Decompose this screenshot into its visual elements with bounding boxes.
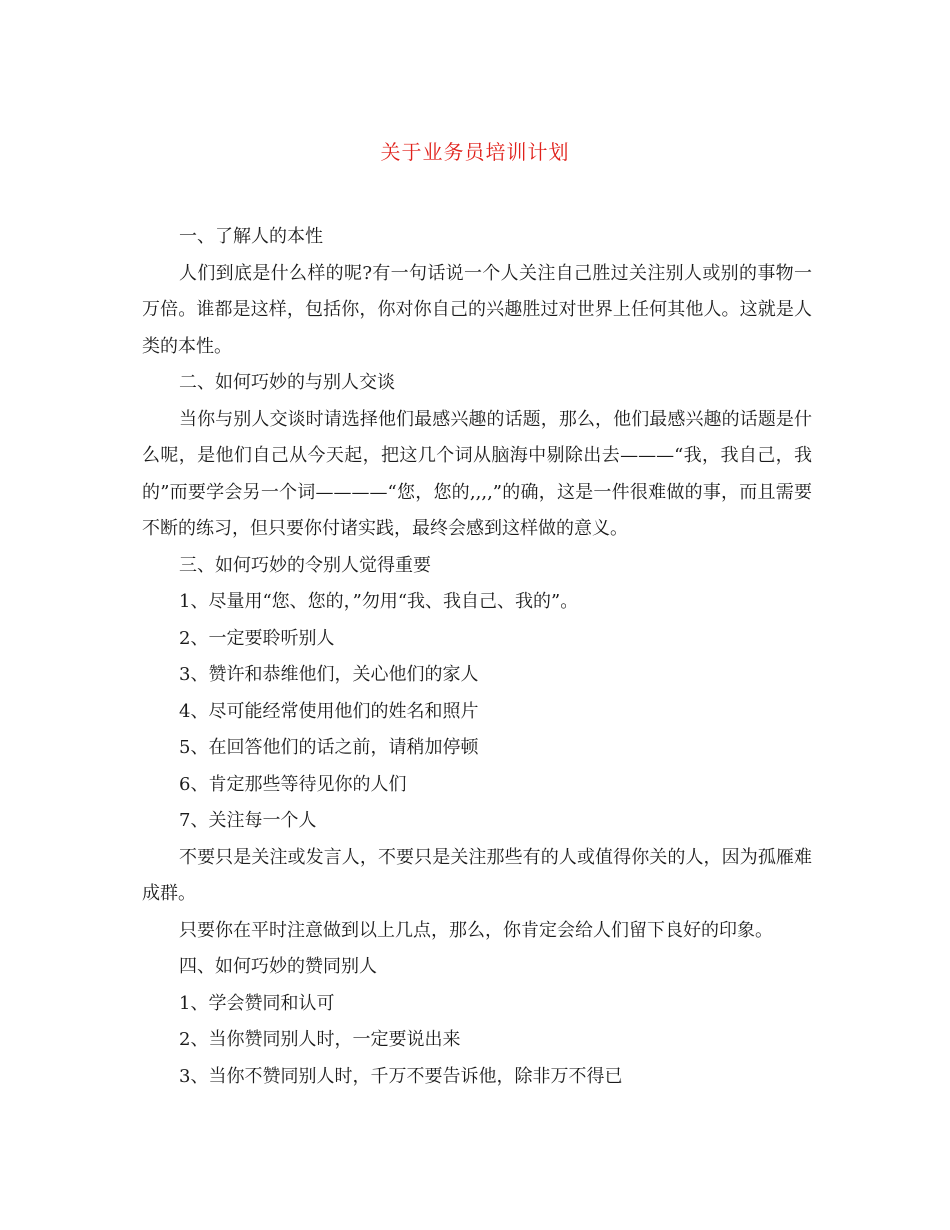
list-item-3-7: 7、关注每一个人 xyxy=(179,810,317,831)
list-item-4-3: 3、当你不赞同别人时，千万不要告诉他，除非万不得已 xyxy=(179,1065,623,1087)
section-heading-1: 一、了解人的本性 xyxy=(179,226,323,247)
section-heading-3: 三、如何巧妙的令别人觉得重要 xyxy=(179,554,431,576)
document-title: 关于业务员培训计划 xyxy=(380,140,570,164)
list-item-4-2: 2、当你赞同别人时，一定要说出来 xyxy=(179,1029,461,1050)
list-item-3-6: 6、肯定那些等待见你的人们 xyxy=(179,773,407,795)
paragraph-attention: 不要只是关注或发言人，不要只是关注那些有的人或值得你关的人，因为孤雁难成群。 xyxy=(142,846,812,904)
paragraph-human-nature: 人们到底是什么样的呢?有一句话说一个人关注自己胜过关注别人或别的事物一万倍。谁都是这样，包括你，你对你自己的兴趣胜过对世界上任何其他人。这就是人类的本性。 xyxy=(142,262,812,357)
paragraph-conversation: 当你与别人交谈时请选择他们最感兴趣的话题，那么，他们最感兴趣的话题是什么呢，是他们自己从今天起，把这几个词从脑海中剔除出去———“我，我自己，我的”而要学会另一个词————“您，您的,,,,”的确，这是一件很难做的事，而且需要不断的练习，但只要你付诸实践，最终会感到这样做的意义。 xyxy=(142,408,812,539)
section-heading-2: 二、如何巧妙的与别人交谈 xyxy=(179,372,395,393)
list-item-3-3: 3、赞许和恭维他们，关心他们的家人 xyxy=(179,664,479,685)
paragraph-impression: 只要你在平时注意做到以上几点，那么，你肯定会给人们留下良好的印象。 xyxy=(179,919,773,941)
list-item-3-1: 1、尽量用“您、您的，”勿用“我、我自己、我的”。 xyxy=(179,591,579,612)
document-body xyxy=(142,219,812,1095)
list-item-4-1: 1、学会赞同和认可 xyxy=(179,992,335,1014)
section-heading-4: 四、如何巧妙的赞同别人 xyxy=(179,956,377,977)
list-item-3-4: 4、尽可能经常使用他们的姓名和照片 xyxy=(179,700,479,722)
list-item-3-2: 2、一定要聆听别人 xyxy=(179,627,335,649)
list-item-3-5: 5、在回答他们的话之前，请稍加停顿 xyxy=(179,737,479,758)
